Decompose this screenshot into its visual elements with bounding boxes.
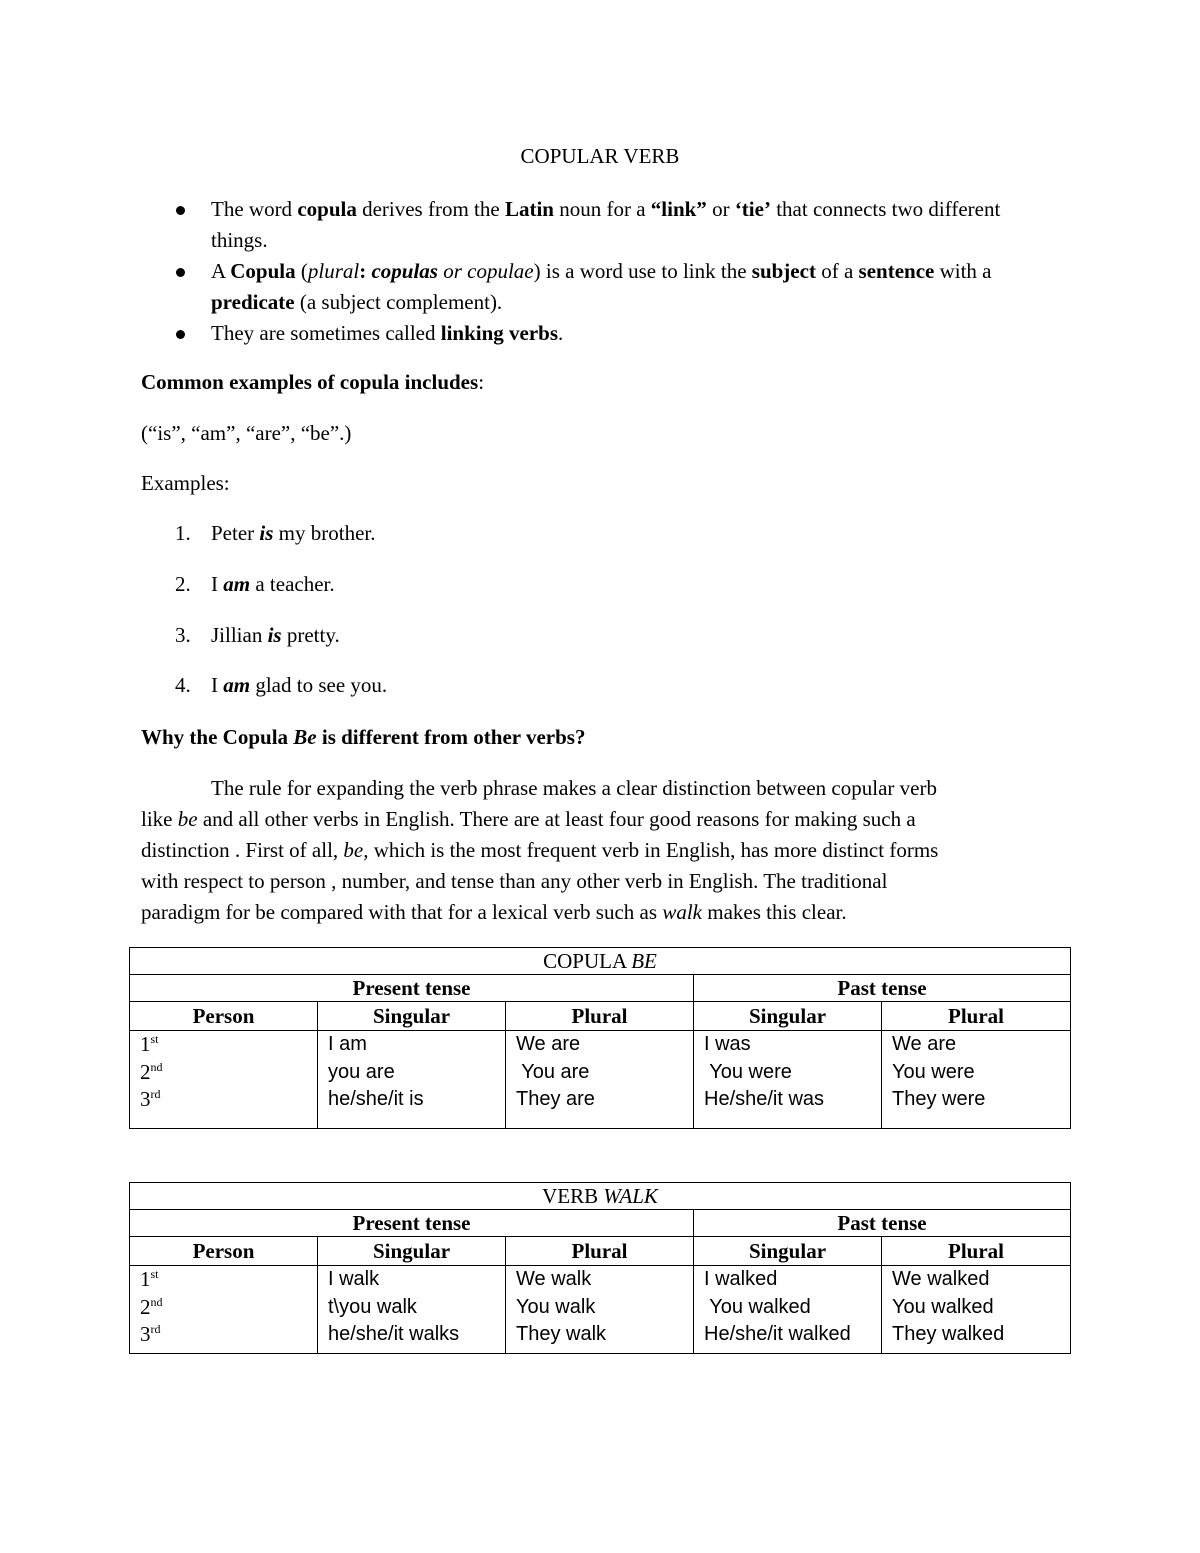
table-data-row [130,1031,1071,1129]
para-line-1-part-1: be [177,807,198,831]
person-label: 2nd [140,1059,163,1084]
present-singular-header: Singular [318,1237,506,1266]
table-title: COPULA BE [130,948,1071,975]
conjugation-table [129,1182,1071,1354]
bullet-1-part-3: plural [307,259,360,283]
present-singular-cell [318,1031,506,1129]
person-header: Person [130,1002,318,1031]
example-number: 1. [175,521,191,545]
verb-form: t\you walk [328,1295,417,1318]
person-ordinal-suffix: st [150,1032,159,1046]
bullet-0-part-5: “link” [650,197,707,221]
past-plural-header: Plural [882,1002,1071,1031]
verb-form: I was [704,1033,751,1055]
verb-form: They are [516,1088,595,1110]
verb-form: he/she/it walks [328,1323,460,1345]
present-tense-header: Present tense [130,1210,694,1237]
verb-form: You walked [892,1295,994,1318]
verb-form: I walked [704,1268,778,1290]
verb-form: We are [516,1033,581,1055]
verb-form: you are [328,1060,395,1083]
example-number: 2. [175,571,191,596]
present-plural-header: Plural [506,1237,694,1266]
person-header: Person [130,1237,318,1266]
verb-form: We walk [516,1268,592,1290]
bullet-1-part-5: copulas [371,259,438,283]
past-singular-cell [694,1031,882,1129]
column-header-row [130,1237,1071,1266]
past-tense-header: Past tense [694,975,1071,1002]
verb-form: They walk [516,1323,607,1345]
table-title-row [130,1183,1071,1210]
person-label: 2nd [140,1294,163,1319]
table-title-italic: WALK [603,1184,658,1208]
person-ordinal-suffix: rd [150,1087,161,1101]
bullet-dot-icon [176,268,185,277]
verb-form: You were [892,1060,975,1083]
bullet-0-part-7: ‘tie’ [734,197,771,221]
explanation-paragraph [141,773,1041,928]
example-verb: am [223,571,251,596]
present-plural-cell [506,1031,694,1129]
paragraph-line: paradigm for be compared with that for a lexical verb such as walk makes this clear. [141,900,847,924]
person-label: 1st [140,1032,159,1056]
verb-form: They walked [892,1323,1005,1345]
bullet-item: They are sometimes called linking verbs. [170,318,1050,349]
examples-label: Examples: [141,471,230,495]
past-tense-header: Past tense [694,1210,1071,1237]
present-plural-header: Plural [506,1002,694,1031]
why-heading [141,724,585,750]
conjugation-table [129,947,1071,1129]
paragraph-line: The rule for expanding the verb phrase makes a clear distinction between copular verb [211,776,937,800]
examples-list [175,520,387,723]
past-singular-header: Singular [694,1237,882,1266]
example-number: 3. [175,622,191,647]
example-item: 4. I am glad to see you. [175,673,388,698]
table-data-row [130,1266,1071,1354]
bullet-dot-icon [176,330,185,339]
bullet-item: The word copula derives from the Latin noun for a “link” or ‘tie’ that connects two different things. [170,194,1050,256]
table-title-row [130,948,1071,975]
present-singular-cell [318,1266,506,1354]
verb-form: I walk [328,1268,380,1290]
past-plural-header: Plural [882,1237,1071,1266]
verb-form: We walked [892,1268,990,1290]
definition-bullets [170,194,1050,349]
common-examples-heading-text: Common examples of copula includes [141,370,479,394]
past-singular-cell [694,1266,882,1354]
bullet-dot-icon [176,206,185,215]
column-header-row [130,1002,1071,1031]
example-verb: is [267,622,282,647]
bullet-1-part-10: sentence [858,259,935,283]
person-ordinal-suffix: nd [150,1294,163,1309]
person-label: 1st [140,1267,159,1291]
bullet-0-part-1: copula [297,197,357,221]
paragraph-line: like be and all other verbs in English. There are at least four good reasons for making such a [141,807,916,831]
bullet-0-part-3: Latin [504,197,554,221]
bullet-item: A Copula (plural: copulas or copulae) is a word use to link the subject of a sentence with a predicate (a subject complement). [170,256,1050,318]
para-line-2-part-1: be, [343,838,369,862]
bullet-1-part-12: predicate [211,290,295,314]
common-examples-heading-colon: : [478,370,485,394]
present-singular-header: Singular [318,1002,506,1031]
verb-form: You walked [704,1295,811,1318]
why-heading-before: Why the Copula [141,725,294,749]
person-ordinal-suffix: st [150,1267,159,1281]
verb-form: he/she/it is [328,1088,424,1110]
verb-form: You are [516,1060,590,1083]
verb-form: You walk [516,1295,596,1318]
past-plural-cell [882,1266,1071,1354]
verb-form: He/she/it walked [704,1323,851,1345]
example-item: 2. I am a teacher. [175,571,335,596]
bullet-2-part-1: linking verbs [440,321,559,345]
present-tense-header: Present tense [130,975,694,1002]
why-heading-italic: Be [293,725,317,749]
person-label: 3rd [140,1087,161,1111]
present-plural-cell [506,1266,694,1354]
table-title-italic: BE [631,949,657,973]
paragraph-line: distinction . First of all, be, which is the most frequent verb in English, has more distinct forms [141,838,939,862]
verb-form: I am [328,1033,367,1055]
common-examples-heading [141,369,484,395]
person-label: 3rd [140,1322,161,1346]
verb-form: He/she/it was [704,1088,825,1110]
example-number: 4. [175,673,191,698]
example-item: 1. Peter is my brother. [175,521,376,545]
document-title: COPULAR VERB [520,144,680,168]
example-verb: is [259,521,274,545]
bullet-1-part-1: Copula [230,259,296,283]
verb-form: We are [892,1033,957,1055]
bullet-1-part-8: subject [751,259,816,283]
past-singular-header: Singular [694,1002,882,1031]
example-verb: am [223,673,251,698]
para-line-4-part-1: walk [662,900,702,924]
why-heading-after: is different from other verbs? [316,725,586,749]
person-ordinal-suffix: nd [150,1059,163,1074]
paragraph-line: with respect to person , number, and tense than any other verb in English. The traditional [141,869,888,893]
tense-header-row [130,975,1071,1002]
tense-header-row [130,1210,1071,1237]
verb-form: You were [704,1060,792,1083]
bullet-1-part-6: or copulae [437,259,534,283]
person-ordinal-suffix: rd [150,1322,161,1336]
bullet-1-part-4: : [359,259,372,283]
past-plural-cell [882,1031,1071,1129]
person-cell [130,1266,318,1354]
verb-form: They were [892,1088,986,1110]
example-item: 3. Jillian is pretty. [175,622,340,647]
person-cell [130,1031,318,1129]
copula-list: (“is”, “am”, “are”, “be”.) [141,421,352,445]
table-title: VERB WALK [130,1183,1071,1210]
